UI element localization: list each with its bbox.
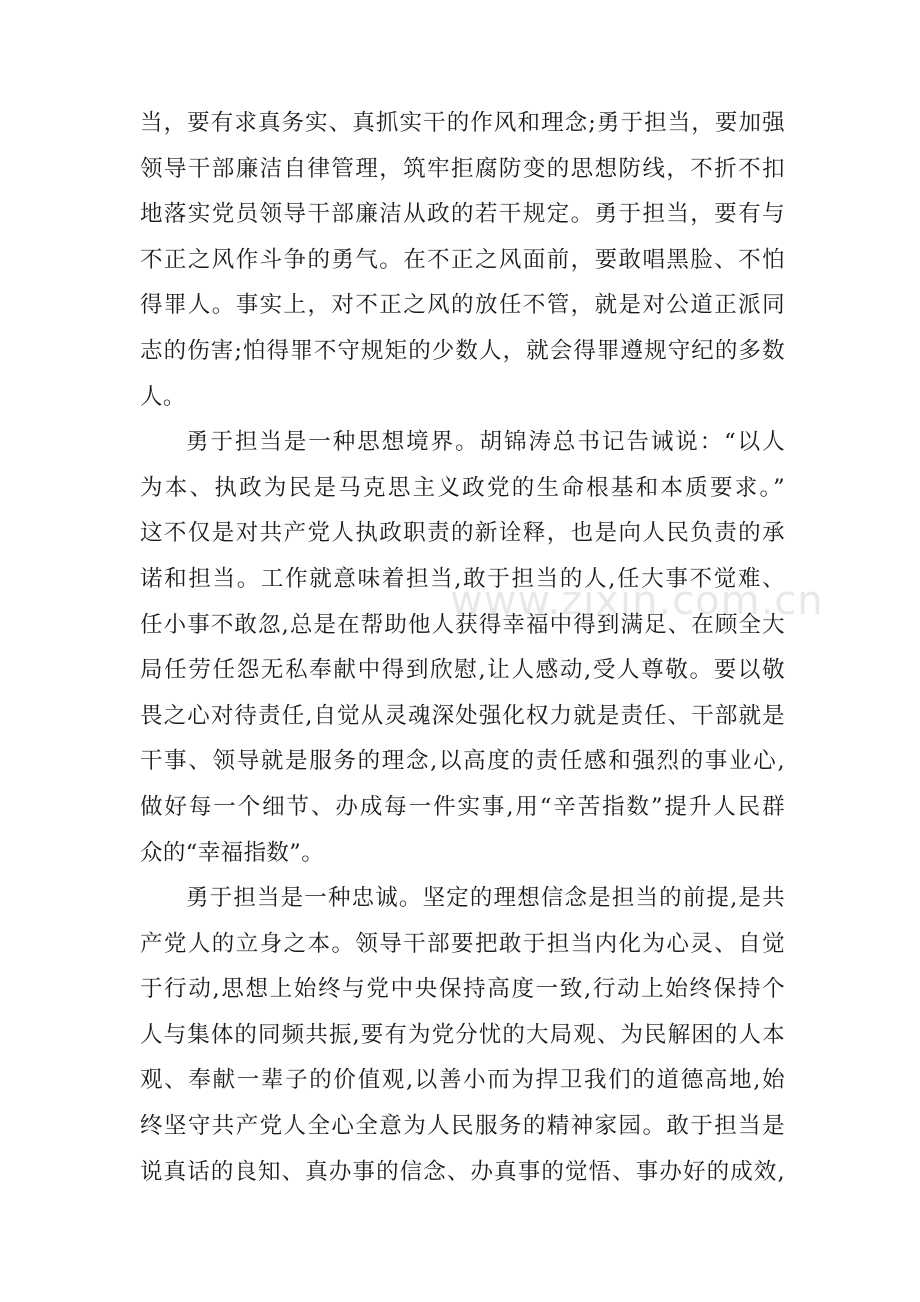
text-line: 人。 xyxy=(140,383,186,410)
paragraph-start-line: 勇于担当是一种忠诚。坚定的理想信念是担当的前提,是共 xyxy=(186,885,785,912)
document-body xyxy=(140,101,785,1195)
text-line: 人与集体的同频共振,要有为党分忧的大局观、为民解困的人本 xyxy=(140,1021,785,1048)
text-line: 志的伤害;怕得罪不守规矩的少数人，就会得罪遵规守纪的多数 xyxy=(140,337,785,364)
text-line: 得罪人。事实上，对不正之风的放任不管，就是对公道正派同 xyxy=(140,292,785,319)
text-line: 当，要有求真务实、真抓实干的作风和理念;勇于担当，要加强 xyxy=(140,110,785,136)
text-line: 众的“幸福指数”。 xyxy=(140,839,325,866)
text-line: 为本、执政为民是马克思主义政党的生命根基和本质要求。” xyxy=(140,474,785,501)
text-line: 于行动,思想上始终与党中央保持高度一致,行动上始终保持个 xyxy=(140,976,785,1003)
text-line: 诺和担当。工作就意味着担当,敢于担当的人,任大事不觉难、 xyxy=(140,565,785,592)
text-line: 局任劳任怨无私奉献中得到欣慰,让人感动,受人尊敬。要以敬 xyxy=(140,657,785,684)
text-line: 观、奉献一辈子的价值观,以善小而为捍卫我们的道德高地,始 xyxy=(140,1067,785,1094)
text-line: 做好每一个细节、办成每一件实事,用“辛苦指数”提升人民群 xyxy=(140,793,785,820)
text-line: 终坚守共产党人全心全意为人民服务的精神家园。敢于担当是 xyxy=(140,1113,785,1140)
text-line: 干事、领导就是服务的理念,以高度的责任感和强烈的事业心, xyxy=(140,748,785,775)
text-line: 说真话的良知、真办事的信念、办真事的觉悟、事办好的成效, xyxy=(140,1158,785,1185)
text-line: 领导干部廉洁自律管理，筑牢拒腐防变的思想防线，不折不扣 xyxy=(140,155,785,182)
text-line: 任小事不敢忽,总是在帮助他人获得幸福中得到满足、在顾全大 xyxy=(140,611,785,638)
text-line: 畏之心对待责任,自觉从灵魂深处强化权力就是责任、干部就是 xyxy=(140,702,785,729)
text-line: 产党人的立身之本。领导干部要把敢于担当内化为心灵、自觉 xyxy=(140,930,785,957)
paragraph-start-line: 勇于担当是一种思想境界。胡锦涛总书记告诫说：“以人 xyxy=(186,429,785,456)
text-line: 这不仅是对共产党人执政职责的新诠释，也是向人民负责的承 xyxy=(140,520,785,547)
text-line: 不正之风作斗争的勇气。在不正之风面前，要敢唱黑脸、不怕 xyxy=(140,246,785,273)
text-line: 地落实党员领导干部廉洁从政的若干规定。勇于担当，要有与 xyxy=(140,201,785,228)
watermark: www.zixin.com.cn xyxy=(450,578,824,624)
